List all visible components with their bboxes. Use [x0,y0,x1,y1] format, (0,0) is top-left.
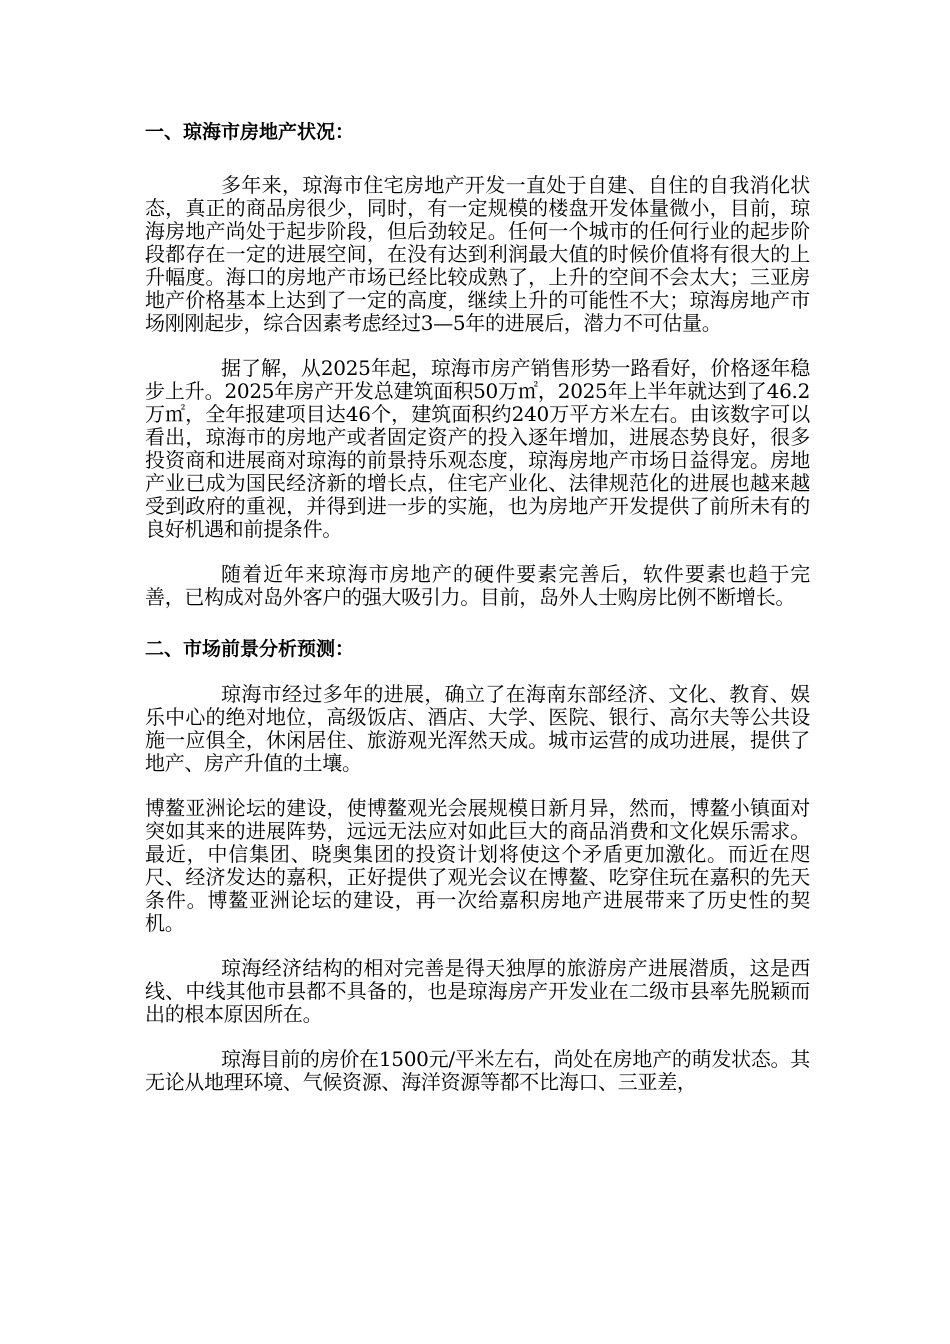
paragraph: 琼海经济结构的相对完善是得天独厚的旅游房产进展潜质，这是西线、中线其他市县都不具备的，也是琼海房产开发业在二级市县率先脱颖而出的根本原因所在。 [145,956,810,1026]
section-heading-2: 二、市场前景分析预测： [145,638,355,660]
paragraph: 博鳌亚洲论坛的建设，使博鳌观光会展规模日新月异，然而，博鳌小镇面对突如其来的进展阵势，远远无法应对如此巨大的商品消费和文化娱乐需求。最近，中信集团、晓奥集团的投资计划将使这个矛盾更加激化。而近在咫尺、经济发达的嘉积，正好提供了观光会议在博鳌、吃穿住玩在嘉积的先天条件。博鳌亚洲论坛的建设，再一次给嘉积房地产进展带来了历史性的契机。 [145,796,810,935]
paragraph: 据了解，从2025年起，琼海市房产销售形势一路看好，价格逐年稳步上升。2025年房产开发总建筑面积50万㎡，2025年上半年就达到了46.2万㎡，全年报建项目达46个，建筑面积约240万平方米左右。由该数字可以看出，琼海市的房地产或者固定资产的投入逐年增加，进展态势良好，很多投资商和进展商对琼海的前景持乐观态度，琼海房地产市场日益得宠。房地产业已成为国民经济新的增长点，住宅产业化、法律规范化的进展也越来越受到政府的重视，并得到进一步的实施，也为房地产开发提供了前所未有的良好机遇和前提条件。 [145,356,810,541]
paragraph: 随着近年来琼海市房地产的硬件要素完善后，软件要素也趋于完善，已构成对岛外客户的强大吸引力。目前，岛外人士购房比例不断增长。 [145,562,810,609]
document-page [145,118,810,1094]
paragraph: 琼海目前的房价在1500元/平米左右，尚处在房地产的萌发状态。其无论从地理环境、气候资源、海洋资源等都不比海口、三亚差， [145,1047,810,1094]
paragraph: 多年来，琼海市住宅房地产开发一直处于自建、自住的自我消化状态，真正的商品房很少，同时，有一定规模的楼盘开发体量微小，目前，琼海房地产尚处于起步阶段，但后劲较足。任何一个城市的任何行业的起步阶段都存在一定的进展空间，在没有达到利润最大值的时候价值将有很大的上升幅度。海口的房地产市场已经比较成熟了，上升的空间不会太大；三亚房地产价格基本上达到了一定的高度，继续上升的可能性不大；琼海房地产市场刚刚起步，综合因素考虑经过3—5年的进展后，潜力不可估量。 [145,173,810,335]
paragraph: 琼海市经过多年的进展，确立了在海南东部经济、文化、教育、娱乐中心的绝对地位，高级饭店、酒店、大学、医院、银行、高尔夫等公共设施一应俱全，休闲居住、旅游观光浑然天成。城市运营的成功进展，提供了地产、房产升值的土壤。 [145,682,810,775]
section-heading-1: 一、琼海市房地产状况： [145,121,355,143]
